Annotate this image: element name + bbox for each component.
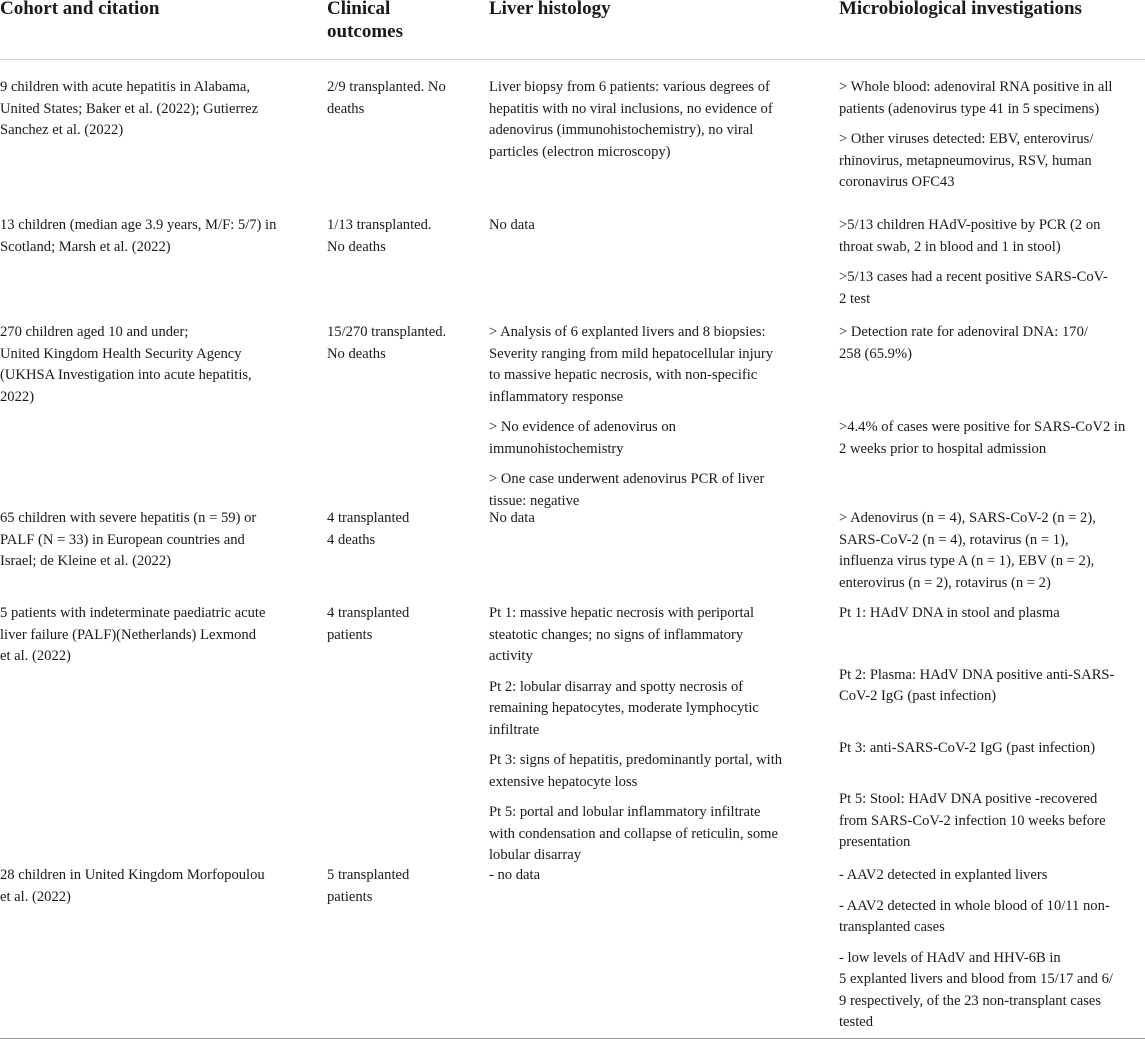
header-micro: Microbiological investigations: [839, 0, 1082, 19]
micro-cell: >5/13 cases had a recent positive SARS-CoV- 2 test: [839, 269, 1108, 307]
micro-cell: > Whole blood: adenoviral RNA positive in all patients (adenovirus type 41 in 5 specimens): [839, 79, 1113, 117]
micro-cell: > Adenovirus (n = 4), SARS-CoV-2 (n = 2), SARS-CoV-2 (n = 4), rotavirus (n = 1), influenza virus type A (n = 1), EBV (n = 2), enterovirus (n = 2), rotavirus (n = 2): [839, 510, 1096, 591]
cohort-cell: 65 children with severe hepatitis (n = 59) or PALF (N = 33) in European countries and Israel; de Kleine et al. (2022): [0, 510, 257, 569]
micro-cell: Pt 5: Stool: HAdV DNA positive -recovered from SARS-CoV-2 infection 10 weeks before presentation: [839, 791, 1106, 850]
outcomes-cell: 4 transplanted 4 deaths: [327, 510, 410, 548]
header-outcomes: Clinical outcomes: [327, 0, 403, 42]
histology-cell: Pt 1: massive hepatic necrosis with periportal steatotic changes; no signs of inflammatory activity: [489, 605, 755, 664]
table-bottom-rule: [0, 1038, 1145, 1039]
cohort-cell: 9 children with acute hepatitis in Alabama, United States; Baker et al. (2022); Gutierrez Sanchez et al. (2022): [0, 79, 259, 138]
micro-cell: - AAV2 detected in whole blood of 10/11 non- transplanted cases: [839, 897, 1110, 935]
header-cohort: Cohort and citation: [0, 0, 160, 19]
table-header-row: [0, 0, 1145, 59]
cohort-cell: 5 patients with indeterminate paediatric acute liver failure (PALF)(Netherlands) Lexmond et al. (2022): [0, 605, 266, 664]
micro-cell: - AAV2 detected in explanted livers: [839, 867, 1048, 883]
micro-cell: Pt 2: Plasma: HAdV DNA positive anti-SARS- CoV-2 IgG (past infection): [839, 666, 1115, 704]
table-body: [0, 77, 1145, 1037]
cohort-cell: 13 children (median age 3.9 years, M/F: 5/7) in Scotland; Marsh et al. (2022): [0, 217, 277, 255]
micro-cell: Pt 3: anti-SARS-CoV-2 IgG (past infection): [839, 739, 1096, 756]
histology-cell: Pt 5: portal and lobular inflammatory infiltrate with condensation and collapse of reticulin, some lobular disarray: [489, 804, 778, 863]
micro-cell: >4.4% of cases were positive for SARS-CoV2 in 2 weeks prior to hospital admission: [839, 419, 1126, 457]
outcomes-cell: 1/13 transplanted. No deaths: [327, 217, 432, 255]
histology-cell: Liver biopsy from 6 patients: various degrees of hepatitis with no viral inclusions, no evidence of adenovirus (immunohistochemistry), no viral particles (electron microscopy): [489, 79, 773, 160]
outcomes-cell: 5 transplanted patients: [327, 867, 410, 905]
table-row: [0, 603, 1145, 865]
outcomes-cell: 15/270 transplanted. No deaths: [327, 324, 447, 362]
table-row: [0, 865, 1145, 1037]
cohort-cell: 270 children aged 10 and under; United Kingdom Health Security Agency (UKHSA Investigation into acute hepatitis, 2022): [0, 324, 252, 405]
histology-cell: Pt 3: signs of hepatitis, predominantly portal, with extensive hepatocyte loss: [489, 752, 783, 790]
histology-cell: > No evidence of adenovirus on immunohistochemistry: [489, 419, 676, 457]
micro-cell: > Detection rate for adenoviral DNA: 170/ 258 (65.9%): [839, 324, 1088, 362]
micro-cell: - low levels of HAdV and HHV-6B in 5 explanted livers and blood from 15/17 and 6/ 9 respectively, of the 23 non-transplant cases tested: [839, 949, 1113, 1030]
histology-cell: - no data: [489, 867, 541, 883]
cohort-cell: 28 children in United Kingdom Morfopoulou et al. (2022): [0, 867, 265, 905]
histology-cell: > One case underwent adenovirus PCR of liver tissue: negative: [489, 471, 765, 509]
histology-cell: > Analysis of 6 explanted livers and 8 biopsies: Severity ranging from mild hepatocellular injury to massive hepatic necrosis, with non-specific inflammatory response: [489, 324, 774, 405]
table-row: [0, 215, 1145, 322]
micro-cell: >5/13 children HAdV-positive by PCR (2 on throat swab, 2 in blood and 1 in stool): [839, 217, 1101, 255]
outcomes-cell: 4 transplanted patients: [327, 605, 410, 643]
histology-cell: No data: [489, 510, 535, 526]
header-divider: [0, 59, 1145, 60]
outcomes-cell: 2/9 transplanted. No deaths: [327, 79, 446, 117]
header-histology: Liver histology: [489, 0, 611, 19]
histology-cell: Pt 2: lobular disarray and spotty necrosis of remaining hepatocytes, moderate lymphocytic infiltrate: [489, 678, 759, 738]
micro-cell: > Other viruses detected: EBV, enterovirus/ rhinovirus, metapneumovirus, RSV, human coronavirus OFC43: [839, 131, 1094, 190]
table-row: [0, 322, 1145, 508]
table-row: [0, 77, 1145, 215]
micro-cell: Pt 1: HAdV DNA in stool and plasma: [839, 605, 1060, 621]
histology-cell: No data: [489, 217, 535, 233]
table-row: [0, 508, 1145, 603]
